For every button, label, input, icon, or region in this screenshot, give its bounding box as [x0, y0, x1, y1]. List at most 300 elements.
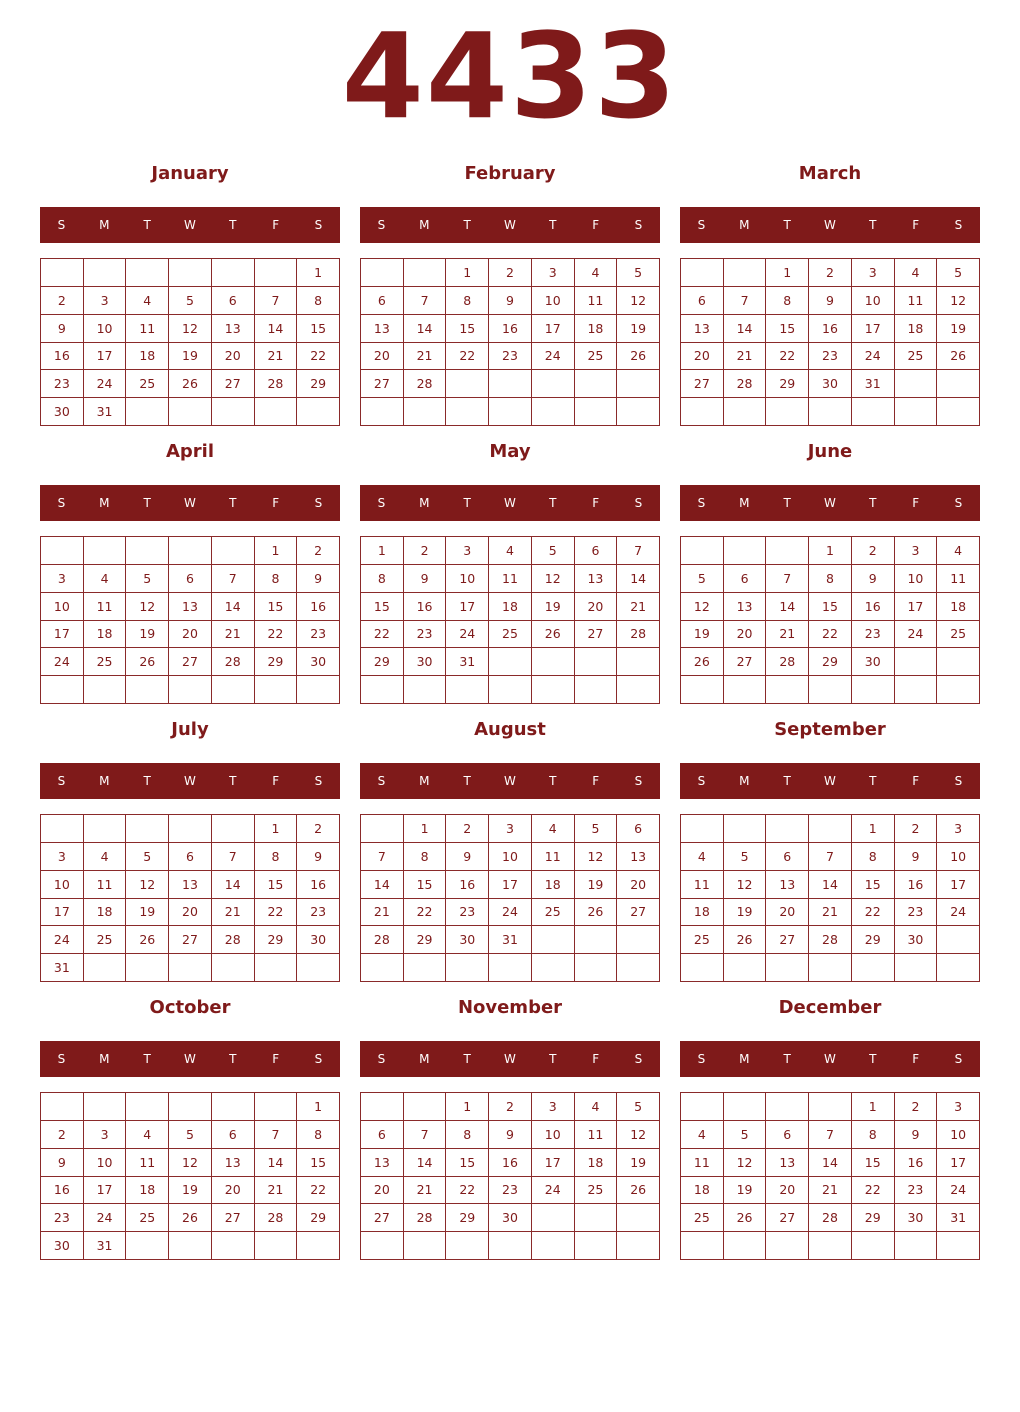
- day-cell[interactable]: 24: [41, 926, 84, 954]
- day-cell[interactable]: 14: [809, 1149, 852, 1177]
- day-cell[interactable]: 10: [41, 593, 84, 621]
- day-cell[interactable]: 23: [41, 370, 84, 398]
- day-cell[interactable]: 3: [84, 287, 127, 315]
- day-cell[interactable]: 4: [575, 1093, 618, 1121]
- day-cell[interactable]: 16: [895, 1149, 938, 1177]
- day-cell[interactable]: 26: [681, 648, 724, 676]
- day-cell[interactable]: 31: [41, 954, 84, 982]
- day-cell[interactable]: 3: [895, 537, 938, 565]
- day-cell[interactable]: 22: [361, 621, 404, 649]
- day-cell[interactable]: 10: [84, 315, 127, 343]
- day-cell[interactable]: 7: [361, 843, 404, 871]
- day-cell[interactable]: 22: [297, 1177, 340, 1205]
- day-cell[interactable]: 9: [895, 843, 938, 871]
- day-cell[interactable]: 3: [937, 815, 980, 843]
- day-cell[interactable]: 28: [809, 1204, 852, 1232]
- day-cell[interactable]: 23: [852, 621, 895, 649]
- day-cell[interactable]: 28: [809, 926, 852, 954]
- day-cell[interactable]: 21: [212, 621, 255, 649]
- day-cell[interactable]: 23: [297, 621, 340, 649]
- day-cell[interactable]: 26: [937, 343, 980, 371]
- day-cell[interactable]: 5: [532, 537, 575, 565]
- day-cell[interactable]: 17: [41, 899, 84, 927]
- day-cell[interactable]: 5: [617, 259, 660, 287]
- day-cell[interactable]: 18: [84, 899, 127, 927]
- day-cell[interactable]: 7: [255, 1121, 298, 1149]
- day-cell[interactable]: 13: [724, 593, 767, 621]
- day-cell[interactable]: 7: [809, 843, 852, 871]
- day-cell[interactable]: 13: [681, 315, 724, 343]
- day-cell[interactable]: 29: [361, 648, 404, 676]
- day-cell[interactable]: 20: [212, 1177, 255, 1205]
- day-cell[interactable]: 22: [297, 343, 340, 371]
- day-cell[interactable]: 14: [809, 871, 852, 899]
- day-cell[interactable]: 6: [361, 287, 404, 315]
- day-cell[interactable]: 19: [169, 1177, 212, 1205]
- day-cell[interactable]: 20: [724, 621, 767, 649]
- day-cell[interactable]: 25: [84, 926, 127, 954]
- day-cell[interactable]: 23: [489, 1177, 532, 1205]
- day-cell[interactable]: 17: [41, 621, 84, 649]
- day-cell[interactable]: 7: [212, 843, 255, 871]
- day-cell[interactable]: 11: [681, 1149, 724, 1177]
- day-cell[interactable]: 11: [575, 287, 618, 315]
- day-cell[interactable]: 26: [126, 648, 169, 676]
- day-cell[interactable]: 8: [255, 843, 298, 871]
- day-cell[interactable]: 22: [852, 899, 895, 927]
- day-cell[interactable]: 12: [169, 1149, 212, 1177]
- day-cell[interactable]: 11: [937, 565, 980, 593]
- day-cell[interactable]: 25: [532, 899, 575, 927]
- day-cell[interactable]: 8: [361, 565, 404, 593]
- day-cell[interactable]: 29: [297, 370, 340, 398]
- day-cell[interactable]: 16: [489, 1149, 532, 1177]
- day-cell[interactable]: 17: [84, 343, 127, 371]
- day-cell[interactable]: 29: [766, 370, 809, 398]
- day-cell[interactable]: 10: [532, 1121, 575, 1149]
- day-cell[interactable]: 1: [404, 815, 447, 843]
- day-cell[interactable]: 30: [895, 1204, 938, 1232]
- day-cell[interactable]: 25: [681, 1204, 724, 1232]
- day-cell[interactable]: 14: [361, 871, 404, 899]
- day-cell[interactable]: 27: [681, 370, 724, 398]
- day-cell[interactable]: 15: [809, 593, 852, 621]
- day-cell[interactable]: 25: [937, 621, 980, 649]
- day-cell[interactable]: 30: [809, 370, 852, 398]
- day-cell[interactable]: 5: [126, 843, 169, 871]
- day-cell[interactable]: 19: [937, 315, 980, 343]
- day-cell[interactable]: 24: [852, 343, 895, 371]
- day-cell[interactable]: 12: [532, 565, 575, 593]
- day-cell[interactable]: 27: [361, 370, 404, 398]
- day-cell[interactable]: 23: [41, 1204, 84, 1232]
- day-cell[interactable]: 2: [404, 537, 447, 565]
- day-cell[interactable]: 27: [212, 1204, 255, 1232]
- day-cell[interactable]: 13: [617, 843, 660, 871]
- day-cell[interactable]: 23: [446, 899, 489, 927]
- day-cell[interactable]: 2: [895, 1093, 938, 1121]
- day-cell[interactable]: 19: [724, 899, 767, 927]
- day-cell[interactable]: 26: [617, 343, 660, 371]
- day-cell[interactable]: 5: [169, 1121, 212, 1149]
- day-cell[interactable]: 28: [617, 621, 660, 649]
- day-cell[interactable]: 30: [489, 1204, 532, 1232]
- day-cell[interactable]: 28: [212, 926, 255, 954]
- day-cell[interactable]: 25: [489, 621, 532, 649]
- day-cell[interactable]: 16: [297, 593, 340, 621]
- day-cell[interactable]: 19: [532, 593, 575, 621]
- day-cell[interactable]: 20: [766, 1177, 809, 1205]
- day-cell[interactable]: 10: [41, 871, 84, 899]
- day-cell[interactable]: 21: [404, 1177, 447, 1205]
- day-cell[interactable]: 12: [724, 1149, 767, 1177]
- day-cell[interactable]: 10: [937, 1121, 980, 1149]
- day-cell[interactable]: 13: [361, 1149, 404, 1177]
- day-cell[interactable]: 2: [41, 287, 84, 315]
- day-cell[interactable]: 1: [297, 1093, 340, 1121]
- day-cell[interactable]: 29: [446, 1204, 489, 1232]
- day-cell[interactable]: 24: [937, 1177, 980, 1205]
- day-cell[interactable]: 12: [575, 843, 618, 871]
- day-cell[interactable]: 25: [681, 926, 724, 954]
- day-cell[interactable]: 6: [681, 287, 724, 315]
- day-cell[interactable]: 10: [84, 1149, 127, 1177]
- day-cell[interactable]: 3: [489, 815, 532, 843]
- day-cell[interactable]: 4: [126, 1121, 169, 1149]
- day-cell[interactable]: 2: [489, 259, 532, 287]
- day-cell[interactable]: 29: [404, 926, 447, 954]
- day-cell[interactable]: 24: [446, 621, 489, 649]
- day-cell[interactable]: 15: [255, 871, 298, 899]
- day-cell[interactable]: 10: [532, 287, 575, 315]
- day-cell[interactable]: 3: [532, 259, 575, 287]
- day-cell[interactable]: 18: [575, 1149, 618, 1177]
- day-cell[interactable]: 24: [532, 343, 575, 371]
- day-cell[interactable]: 30: [446, 926, 489, 954]
- day-cell[interactable]: 16: [446, 871, 489, 899]
- day-cell[interactable]: 27: [766, 926, 809, 954]
- day-cell[interactable]: 6: [212, 287, 255, 315]
- day-cell[interactable]: 30: [404, 648, 447, 676]
- day-cell[interactable]: 4: [937, 537, 980, 565]
- day-cell[interactable]: 10: [937, 843, 980, 871]
- day-cell[interactable]: 15: [404, 871, 447, 899]
- day-cell[interactable]: 9: [297, 565, 340, 593]
- day-cell[interactable]: 28: [255, 370, 298, 398]
- day-cell[interactable]: 26: [575, 899, 618, 927]
- day-cell[interactable]: 7: [724, 287, 767, 315]
- day-cell[interactable]: 27: [575, 621, 618, 649]
- day-cell[interactable]: 2: [489, 1093, 532, 1121]
- day-cell[interactable]: 9: [895, 1121, 938, 1149]
- day-cell[interactable]: 16: [809, 315, 852, 343]
- day-cell[interactable]: 17: [532, 315, 575, 343]
- day-cell[interactable]: 4: [575, 259, 618, 287]
- day-cell[interactable]: 29: [255, 926, 298, 954]
- day-cell[interactable]: 5: [169, 287, 212, 315]
- day-cell[interactable]: 31: [84, 398, 127, 426]
- day-cell[interactable]: 7: [766, 565, 809, 593]
- day-cell[interactable]: 8: [852, 1121, 895, 1149]
- day-cell[interactable]: 18: [126, 343, 169, 371]
- day-cell[interactable]: 21: [255, 1177, 298, 1205]
- day-cell[interactable]: 8: [852, 843, 895, 871]
- day-cell[interactable]: 21: [617, 593, 660, 621]
- day-cell[interactable]: 24: [84, 370, 127, 398]
- day-cell[interactable]: 18: [937, 593, 980, 621]
- day-cell[interactable]: 8: [404, 843, 447, 871]
- day-cell[interactable]: 3: [937, 1093, 980, 1121]
- day-cell[interactable]: 10: [446, 565, 489, 593]
- day-cell[interactable]: 13: [575, 565, 618, 593]
- day-cell[interactable]: 9: [489, 1121, 532, 1149]
- day-cell[interactable]: 14: [404, 1149, 447, 1177]
- day-cell[interactable]: 17: [937, 1149, 980, 1177]
- day-cell[interactable]: 6: [361, 1121, 404, 1149]
- day-cell[interactable]: 15: [766, 315, 809, 343]
- day-cell[interactable]: 4: [895, 259, 938, 287]
- day-cell[interactable]: 7: [404, 287, 447, 315]
- day-cell[interactable]: 29: [852, 926, 895, 954]
- day-cell[interactable]: 26: [617, 1177, 660, 1205]
- day-cell[interactable]: 1: [255, 537, 298, 565]
- day-cell[interactable]: 25: [84, 648, 127, 676]
- day-cell[interactable]: 12: [681, 593, 724, 621]
- day-cell[interactable]: 15: [297, 315, 340, 343]
- day-cell[interactable]: 9: [446, 843, 489, 871]
- day-cell[interactable]: 2: [297, 815, 340, 843]
- day-cell[interactable]: 16: [41, 343, 84, 371]
- day-cell[interactable]: 15: [446, 1149, 489, 1177]
- day-cell[interactable]: 24: [895, 621, 938, 649]
- day-cell[interactable]: 12: [126, 871, 169, 899]
- day-cell[interactable]: 29: [809, 648, 852, 676]
- day-cell[interactable]: 5: [126, 565, 169, 593]
- day-cell[interactable]: 20: [169, 621, 212, 649]
- day-cell[interactable]: 18: [532, 871, 575, 899]
- day-cell[interactable]: 21: [766, 621, 809, 649]
- day-cell[interactable]: 3: [84, 1121, 127, 1149]
- day-cell[interactable]: 6: [617, 815, 660, 843]
- day-cell[interactable]: 29: [255, 648, 298, 676]
- day-cell[interactable]: 22: [255, 899, 298, 927]
- day-cell[interactable]: 9: [404, 565, 447, 593]
- day-cell[interactable]: 24: [937, 899, 980, 927]
- day-cell[interactable]: 7: [809, 1121, 852, 1149]
- day-cell[interactable]: 2: [895, 815, 938, 843]
- day-cell[interactable]: 16: [489, 315, 532, 343]
- day-cell[interactable]: 9: [852, 565, 895, 593]
- day-cell[interactable]: 5: [937, 259, 980, 287]
- day-cell[interactable]: 12: [126, 593, 169, 621]
- day-cell[interactable]: 27: [617, 899, 660, 927]
- day-cell[interactable]: 22: [446, 343, 489, 371]
- day-cell[interactable]: 6: [212, 1121, 255, 1149]
- day-cell[interactable]: 11: [489, 565, 532, 593]
- day-cell[interactable]: 18: [489, 593, 532, 621]
- day-cell[interactable]: 11: [126, 315, 169, 343]
- day-cell[interactable]: 20: [361, 1177, 404, 1205]
- day-cell[interactable]: 27: [169, 926, 212, 954]
- day-cell[interactable]: 30: [41, 398, 84, 426]
- day-cell[interactable]: 15: [297, 1149, 340, 1177]
- day-cell[interactable]: 23: [297, 899, 340, 927]
- day-cell[interactable]: 14: [766, 593, 809, 621]
- day-cell[interactable]: 11: [532, 843, 575, 871]
- day-cell[interactable]: 15: [446, 315, 489, 343]
- day-cell[interactable]: 18: [126, 1177, 169, 1205]
- day-cell[interactable]: 13: [766, 1149, 809, 1177]
- day-cell[interactable]: 30: [852, 648, 895, 676]
- day-cell[interactable]: 5: [617, 1093, 660, 1121]
- day-cell[interactable]: 6: [169, 565, 212, 593]
- day-cell[interactable]: 11: [84, 593, 127, 621]
- day-cell[interactable]: 31: [852, 370, 895, 398]
- day-cell[interactable]: 11: [681, 871, 724, 899]
- day-cell[interactable]: 1: [297, 259, 340, 287]
- day-cell[interactable]: 7: [404, 1121, 447, 1149]
- day-cell[interactable]: 31: [489, 926, 532, 954]
- day-cell[interactable]: 1: [809, 537, 852, 565]
- day-cell[interactable]: 22: [809, 621, 852, 649]
- day-cell[interactable]: 6: [766, 1121, 809, 1149]
- day-cell[interactable]: 4: [532, 815, 575, 843]
- day-cell[interactable]: 11: [126, 1149, 169, 1177]
- day-cell[interactable]: 13: [766, 871, 809, 899]
- day-cell[interactable]: 5: [724, 843, 767, 871]
- day-cell[interactable]: 14: [404, 315, 447, 343]
- day-cell[interactable]: 15: [852, 1149, 895, 1177]
- day-cell[interactable]: 29: [852, 1204, 895, 1232]
- day-cell[interactable]: 26: [126, 926, 169, 954]
- day-cell[interactable]: 2: [297, 537, 340, 565]
- day-cell[interactable]: 28: [404, 370, 447, 398]
- day-cell[interactable]: 3: [41, 565, 84, 593]
- day-cell[interactable]: 4: [84, 843, 127, 871]
- day-cell[interactable]: 7: [255, 287, 298, 315]
- day-cell[interactable]: 24: [489, 899, 532, 927]
- day-cell[interactable]: 2: [852, 537, 895, 565]
- day-cell[interactable]: 17: [852, 315, 895, 343]
- day-cell[interactable]: 21: [255, 343, 298, 371]
- day-cell[interactable]: 21: [809, 899, 852, 927]
- day-cell[interactable]: 7: [617, 537, 660, 565]
- day-cell[interactable]: 20: [361, 343, 404, 371]
- day-cell[interactable]: 2: [446, 815, 489, 843]
- day-cell[interactable]: 28: [724, 370, 767, 398]
- day-cell[interactable]: 3: [532, 1093, 575, 1121]
- day-cell[interactable]: 28: [255, 1204, 298, 1232]
- day-cell[interactable]: 14: [212, 593, 255, 621]
- day-cell[interactable]: 2: [809, 259, 852, 287]
- day-cell[interactable]: 18: [681, 899, 724, 927]
- day-cell[interactable]: 4: [489, 537, 532, 565]
- day-cell[interactable]: 25: [575, 1177, 618, 1205]
- day-cell[interactable]: 17: [937, 871, 980, 899]
- day-cell[interactable]: 20: [575, 593, 618, 621]
- day-cell[interactable]: 10: [852, 287, 895, 315]
- day-cell[interactable]: 20: [617, 871, 660, 899]
- day-cell[interactable]: 23: [895, 1177, 938, 1205]
- day-cell[interactable]: 30: [895, 926, 938, 954]
- day-cell[interactable]: 23: [404, 621, 447, 649]
- day-cell[interactable]: 19: [169, 343, 212, 371]
- day-cell[interactable]: 8: [446, 1121, 489, 1149]
- day-cell[interactable]: 18: [84, 621, 127, 649]
- day-cell[interactable]: 24: [84, 1204, 127, 1232]
- day-cell[interactable]: 1: [361, 537, 404, 565]
- day-cell[interactable]: 25: [895, 343, 938, 371]
- day-cell[interactable]: 6: [766, 843, 809, 871]
- day-cell[interactable]: 8: [297, 1121, 340, 1149]
- day-cell[interactable]: 4: [84, 565, 127, 593]
- day-cell[interactable]: 13: [212, 1149, 255, 1177]
- day-cell[interactable]: 8: [766, 287, 809, 315]
- day-cell[interactable]: 8: [809, 565, 852, 593]
- day-cell[interactable]: 27: [361, 1204, 404, 1232]
- day-cell[interactable]: 22: [766, 343, 809, 371]
- day-cell[interactable]: 26: [724, 926, 767, 954]
- day-cell[interactable]: 23: [895, 899, 938, 927]
- day-cell[interactable]: 9: [297, 843, 340, 871]
- day-cell[interactable]: 20: [681, 343, 724, 371]
- day-cell[interactable]: 4: [126, 287, 169, 315]
- day-cell[interactable]: 28: [212, 648, 255, 676]
- day-cell[interactable]: 3: [852, 259, 895, 287]
- day-cell[interactable]: 14: [617, 565, 660, 593]
- day-cell[interactable]: 17: [895, 593, 938, 621]
- day-cell[interactable]: 5: [724, 1121, 767, 1149]
- day-cell[interactable]: 17: [446, 593, 489, 621]
- day-cell[interactable]: 29: [297, 1204, 340, 1232]
- day-cell[interactable]: 23: [489, 343, 532, 371]
- day-cell[interactable]: 22: [446, 1177, 489, 1205]
- day-cell[interactable]: 26: [724, 1204, 767, 1232]
- day-cell[interactable]: 14: [255, 1149, 298, 1177]
- day-cell[interactable]: 31: [446, 648, 489, 676]
- day-cell[interactable]: 31: [937, 1204, 980, 1232]
- day-cell[interactable]: 27: [724, 648, 767, 676]
- day-cell[interactable]: 12: [724, 871, 767, 899]
- day-cell[interactable]: 10: [489, 843, 532, 871]
- day-cell[interactable]: 15: [255, 593, 298, 621]
- day-cell[interactable]: 15: [361, 593, 404, 621]
- day-cell[interactable]: 19: [126, 899, 169, 927]
- day-cell[interactable]: 21: [361, 899, 404, 927]
- day-cell[interactable]: 12: [617, 287, 660, 315]
- day-cell[interactable]: 9: [41, 315, 84, 343]
- day-cell[interactable]: 27: [212, 370, 255, 398]
- day-cell[interactable]: 22: [255, 621, 298, 649]
- day-cell[interactable]: 5: [681, 565, 724, 593]
- day-cell[interactable]: 27: [169, 648, 212, 676]
- day-cell[interactable]: 28: [404, 1204, 447, 1232]
- day-cell[interactable]: 7: [212, 565, 255, 593]
- day-cell[interactable]: 14: [255, 315, 298, 343]
- day-cell[interactable]: 12: [937, 287, 980, 315]
- day-cell[interactable]: 1: [255, 815, 298, 843]
- day-cell[interactable]: 6: [169, 843, 212, 871]
- day-cell[interactable]: 20: [169, 899, 212, 927]
- day-cell[interactable]: 26: [532, 621, 575, 649]
- day-cell[interactable]: 25: [575, 343, 618, 371]
- day-cell[interactable]: 20: [212, 343, 255, 371]
- day-cell[interactable]: 21: [212, 899, 255, 927]
- day-cell[interactable]: 22: [404, 899, 447, 927]
- day-cell[interactable]: 13: [361, 315, 404, 343]
- day-cell[interactable]: 8: [255, 565, 298, 593]
- day-cell[interactable]: 9: [489, 287, 532, 315]
